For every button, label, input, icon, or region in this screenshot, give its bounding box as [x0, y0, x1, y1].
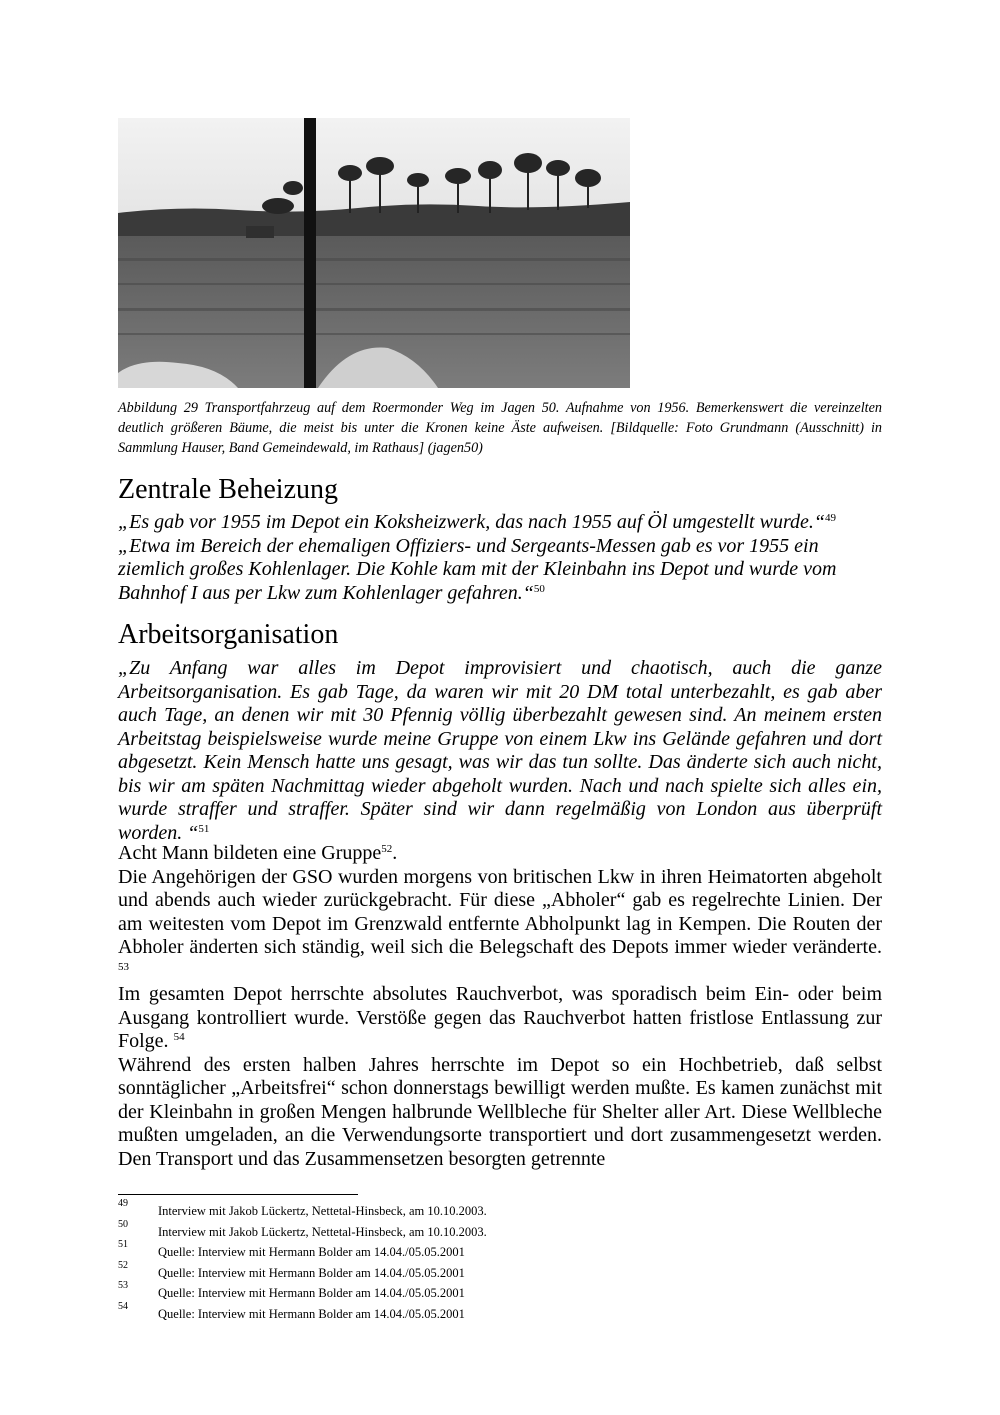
paragraph-text: Die Angehörigen der GSO wurden morgens von britischen Lkw in ihren Heimatorten abgeholt und abends auch wieder zurückgebracht. Für diese „Abholer“ gab es regelrechte Linien. Der am weitesten vom Depot im Grenzwald entfernte Abholpunkt lag in Kempen. Die Routen der Abholer änderten sich ständig, weil sich die Belegschaft des Depots immer wieder veränderte. [118, 865, 882, 958]
footnote-number: 51 [118, 1239, 128, 1251]
footnote [118, 1301, 878, 1322]
forest-photo-icon [118, 118, 630, 388]
footnote-text: Quelle: Interview mit Hermann Bolder am 14.04./05.05.2001 [158, 1245, 465, 1260]
footnote-ref[interactable]: 51 [198, 822, 210, 835]
footnote-ref[interactable]: 49 [825, 512, 836, 524]
heading-arbeitsorganisation: Arbeitsorganisation [118, 619, 339, 650]
footnote-text: Quelle: Interview mit Hermann Bolder am 14.04./05.05.2001 [158, 1265, 465, 1280]
footnote [118, 1260, 878, 1281]
paragraph-text: Acht Mann bildeten eine Gruppe [118, 842, 382, 864]
heading-zentrale-beheizung: Zentrale Beheizung [118, 474, 339, 505]
quote-text: „Es gab vor 1955 im Depot ein Koksheizwerk, das nach 1955 auf Öl umgestellt wurde.“ [118, 511, 825, 533]
body-text [118, 842, 882, 1171]
footnote-ref[interactable]: 50 [533, 582, 545, 595]
paragraph [118, 842, 882, 866]
footnote-number: 50 [118, 1218, 128, 1230]
footnote [118, 1239, 878, 1260]
footnote-ref[interactable]: 53 [118, 960, 129, 973]
paragraph-text: Im gesamten Depot herrschte absolutes Rauchverbot, was sporadisch beim Ein- oder beim Ausgang kontrolliert wurde. Verstöße gegen das Rauchverbot hatten fristlose Entlassung zur Folge. [118, 983, 882, 1052]
quote-text: „Etwa im Bereich der ehemaligen Offiziers- und Sergeants-Messen gab es vor 1955 ein ziemlich großes Kohlenlager. Die Kohle kam mit der Kleinbahn ins Depot und wurde vom Bahnhof I aus per Lkw zum Kohlenlager gefahren.“ [118, 534, 837, 604]
footnote-number: 53 [118, 1280, 128, 1292]
paragraph-tail: . [392, 842, 398, 864]
footnote-ref[interactable]: 54 [173, 1031, 185, 1043]
footnote-number: 49 [118, 1198, 128, 1209]
footnote [118, 1280, 878, 1301]
footnote-number: 52 [118, 1259, 128, 1271]
footnote-number: 54 [118, 1300, 128, 1312]
footnote-ref[interactable]: 52 [381, 843, 393, 855]
quote-arbeitsorganisation [118, 657, 882, 845]
photo-caption: Abbildung 29 Transportfahrzeug auf dem Roermonder Weg im Jagen 50. Aufnahme von 1956. Bemerkenswert die vereinzelten deutlich größeren Bäume, die meist bis unter die Kronen keine Äste aufweisen. [Bildquelle: Foto Grundmann (Ausschnitt) in Sammlung Hauser, Band Gemeindewald, im Rathaus] (jagen50) [118, 400, 882, 456]
footnote-text: Interview mit Jakob Lückertz, Nettetal-Hinsbeck, am 10.10.2003. [158, 1204, 487, 1218]
footnote-text: Quelle: Interview mit Hermann Bolder am 14.04./05.05.2001 [158, 1306, 465, 1321]
paragraph [118, 983, 882, 1054]
footnote [118, 1219, 878, 1240]
quote-text: „Zu Anfang war alles im Depot improvisiert und chaotisch, auch die ganze Arbeitsorganisation. Es gab Tage, da waren wir mit 20 DM total unterbezahlt, es gab aber auch Tage, an denen wir mit 30 Pfennig völlig überbezahlt gewesen sind. An meinem ersten Arbeitstag beispielsweise wurde meine Gruppe von einem Lkw ins Gelände gefahren und dort abgesetzt. Kein Mensch hatte uns gesagt, was wir das tun sollte. Das änderte sich auch nicht, bis wir am späten Nachmittag wieder abgeholt wurden. Nach und nach spielte sich alles ein, wurde straffer und straffer. Später sind wir dann regelmäßig von London aus überprüft worden. “ [118, 657, 882, 844]
footnote-text: Interview mit Jakob Lückertz, Nettetal-Hinsbeck, am 10.10.2003. [158, 1224, 487, 1239]
quote-beheizung [118, 511, 882, 605]
paragraph [118, 866, 882, 984]
footnote [118, 1198, 878, 1219]
paragraph [118, 1054, 882, 1172]
footnote-text: Quelle: Interview mit Hermann Bolder am 14.04./05.05.2001 [158, 1286, 465, 1301]
footnotes [118, 1198, 878, 1322]
footnote-divider [118, 1194, 358, 1195]
forest-photo [118, 118, 630, 388]
paragraph-text: Während des ersten halben Jahres herrschte im Depot so ein Hochbetrieb, daß selbst sonntäglicher „Arbeitsfrei“ schon donnerstags bewilligt werden mußte. Es kamen zunächst mit der Kleinbahn in großen Mengen halbrunde Wellbleche für Shelter aller Art. Diese Wellbleche mußten umgeladen, an die Verwendungsorte transportiert und dort zusammengesetzt werden. Den Transport und das Zusammensetzen besorgten getrennte [118, 1053, 882, 1170]
